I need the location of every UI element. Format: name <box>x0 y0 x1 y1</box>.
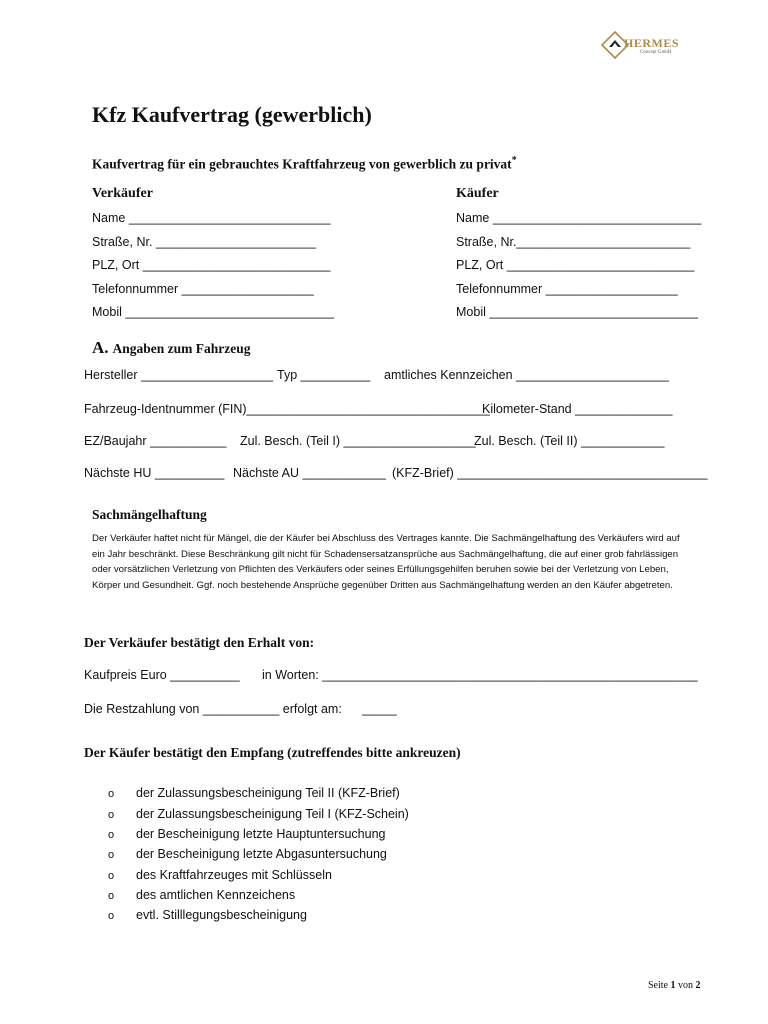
section-a-letter: A. <box>92 338 109 357</box>
seller-phone-field[interactable]: Telefonnummer ___________________ <box>92 282 314 296</box>
company-logo <box>600 30 692 60</box>
manufacturer-field[interactable]: Hersteller ___________________ <box>84 368 274 382</box>
liability-text: Der Verkäufer haftet nicht für Mängel, die der Käufer bei Abschluss des Vertrages kannte. Die Sachmängelhaftung des Verkäufers wird auf ein Jahr beschränkt. Diese Beschränkung gilt nicht für Schadensersatzansprüche aus Sachmängelhaftung, die auf einer grob fahrlässigen oder vorsätzlichen Verletzung von Pflichten des Verkäufers oder seines Erfüllungsgehilfen beruhen sowie bei der Verletzung von Leben, Körper und Gesundheit. Ggf. noch bestehende Ansprüche gegenüber Dritten aus Sachmängelhaftung werden an den Käufer abgetreten. <box>92 533 680 591</box>
checklist-item[interactable] <box>108 888 295 902</box>
checkbox-circle-icon[interactable]: o <box>108 849 115 861</box>
seller-heading: Verkäufer <box>92 186 153 201</box>
checklist-item[interactable] <box>108 847 387 861</box>
checklist-item-label: der Zulassungsbescheinigung Teil I (KFZ-Schein) <box>136 807 409 821</box>
checklist-item-label: des Kraftfahrzeuges mit Schlüsseln <box>136 868 332 882</box>
subtitle-footnote-mark: * <box>511 155 517 166</box>
seller-mobile-field[interactable]: Mobil ______________________________ <box>92 305 334 319</box>
buyer-mobile-field[interactable]: Mobil ______________________________ <box>456 305 698 319</box>
subtitle-text: Kaufvertrag für ein gebrauchtes Kraftfahrzeug von gewerblich zu privat <box>92 156 512 172</box>
section-a-title: Angaben zum Fahrzeug <box>112 341 251 356</box>
type-field[interactable]: Typ __________ <box>277 368 371 382</box>
page-total: 2 <box>695 980 701 991</box>
checkbox-circle-icon[interactable]: o <box>108 788 115 800</box>
checklist-item-label: des amtlichen Kennzeichens <box>136 888 296 902</box>
logo-text: HERMES <box>624 36 680 50</box>
logo-subtext: Concept GmbH <box>640 50 672 55</box>
page-title: Kfz Kaufvertrag (gewerblich) <box>92 102 372 127</box>
checklist-item[interactable] <box>108 868 332 882</box>
next-au-field[interactable]: Nächste AU ____________ <box>233 466 386 480</box>
checkbox-circle-icon[interactable]: o <box>108 910 115 922</box>
checkbox-circle-icon[interactable]: o <box>108 890 115 902</box>
seller-street-field[interactable]: Straße, Nr. _______________________ <box>92 235 316 249</box>
first-registration-field[interactable]: EZ/Baujahr ___________ <box>84 434 227 448</box>
checklist-item[interactable] <box>108 786 400 800</box>
buyer-street-field[interactable]: Straße, Nr._________________________ <box>456 235 691 249</box>
checkbox-circle-icon[interactable]: o <box>108 809 115 821</box>
buyer-phone-field[interactable]: Telefonnummer ___________________ <box>456 282 678 296</box>
price-field[interactable]: Kaufpreis Euro __________ <box>84 668 240 682</box>
checklist-item-label: evtl. Stilllegungsbescheinigung <box>136 908 307 922</box>
section-a-heading <box>92 338 251 358</box>
buyer-name-field[interactable]: Name ______________________________ <box>456 211 702 225</box>
registration-cert-1-field[interactable]: Zul. Besch. (Teil I) ___________________ <box>240 434 476 448</box>
checklist-item-label: der Bescheinigung letzte Abgasuntersuchung <box>136 847 387 861</box>
seller-city-field[interactable]: PLZ, Ort ___________________________ <box>92 258 331 272</box>
next-hu-field[interactable]: Nächste HU __________ <box>84 466 225 480</box>
vehicle-doc-field[interactable]: (KFZ-Brief) ____________________________________ <box>392 466 708 480</box>
checkbox-circle-icon[interactable]: o <box>108 829 115 841</box>
page-mid: von <box>678 980 693 991</box>
page-prefix: Seite <box>648 980 668 991</box>
license-plate-field[interactable]: amtliches Kennzeichen ______________________ <box>384 368 669 382</box>
page-number <box>648 980 701 991</box>
buyer-heading: Käufer <box>456 186 499 201</box>
liability-heading: Sachmängelhaftung <box>92 507 207 522</box>
subtitle <box>92 155 517 173</box>
registration-cert-2-field[interactable]: Zul. Besch. (Teil II) ____________ <box>474 434 665 448</box>
rest-date-field[interactable]: _____ <box>362 702 397 716</box>
checklist-item[interactable] <box>108 908 307 922</box>
seller-name-field[interactable]: Name _____________________________ <box>92 211 331 225</box>
checkbox-circle-icon[interactable]: o <box>108 870 115 882</box>
checklist-item-label: der Zulassungsbescheinigung Teil II (KFZ-Brief) <box>136 786 400 800</box>
price-words-field[interactable]: in Worten: ______________________________________________________ <box>262 668 698 682</box>
buyer-city-field[interactable]: PLZ, Ort ___________________________ <box>456 258 695 272</box>
checklist-item[interactable] <box>108 807 409 821</box>
page-current: 1 <box>670 980 676 991</box>
checklist-item-label: der Bescheinigung letzte Hauptuntersuchung <box>136 827 386 841</box>
confirmation-heading: Der Käufer bestätigt den Empfang (zutreffendes bitte ankreuzen) <box>84 745 461 760</box>
rest-payment-field[interactable]: Die Restzahlung von ___________ erfolgt am: <box>84 702 342 716</box>
mileage-field[interactable]: Kilometer-Stand ______________ <box>482 402 673 416</box>
receipt-heading: Der Verkäufer bestätigt den Erhalt von: <box>84 635 315 650</box>
checklist-item[interactable] <box>108 827 385 841</box>
vin-field[interactable]: Fahrzeug-Identnummer (FIN)___________________________________ <box>84 402 490 416</box>
